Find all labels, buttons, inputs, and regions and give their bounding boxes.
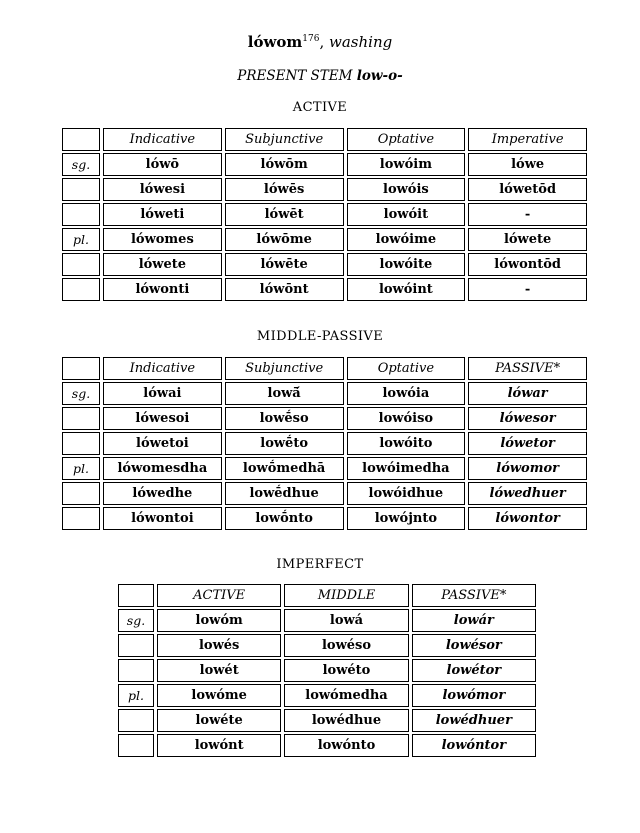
person-number-label [62,482,100,505]
verb-form-cell: lówōnt [225,278,344,301]
verb-form-cell: lowóito [347,432,466,455]
verb-form-cell: lóweti [103,203,222,226]
corner-cell [62,128,100,151]
column-header: Subjunctive [225,357,344,380]
verb-form-cell: lówēs [225,178,344,201]
verb-form-cell: lówesor [468,407,587,430]
verb-form-cell: lówedhuer [468,482,587,505]
person-number-label [118,709,154,732]
table-row [118,734,536,757]
imperfect-conjugation-table [115,582,539,759]
verb-form-cell: lowóis [347,178,466,201]
person-number-label [62,432,100,455]
table-row [62,432,587,455]
table-row [62,278,587,301]
verb-form-cell: lowéte [157,709,281,732]
verb-form-cell: lówetoi [103,432,222,455]
person-number-label: sg. [118,609,154,632]
table-body [118,609,536,757]
verb-form-cell: lówō [103,153,222,176]
table-head [62,357,587,380]
headword: lówom [247,33,303,51]
verb-form-cell: - [468,203,587,226]
verb-form-cell: lowóiso [347,407,466,430]
corner-cell [118,584,154,607]
person-number-label [118,634,154,657]
column-header: Optative [347,357,466,380]
person-number-label [62,203,100,226]
verb-form-cell: lówontoi [103,507,222,530]
table-row [62,203,587,226]
table-row [118,659,536,682]
verb-form-cell: lówōm [225,153,344,176]
title-separator: , [319,33,330,51]
header-row [62,357,587,380]
verb-form-cell: lowéso [284,634,408,657]
section-title-middle-passive: MIDDLE-PASSIVE [256,329,384,344]
table-body [62,382,587,530]
column-header: PASSIVE* [468,357,587,380]
verb-form-cell: lowés [157,634,281,657]
verb-form-cell: lówonti [103,278,222,301]
verb-form-cell: lowésor [412,634,536,657]
stem-label: PRESENT STEM [237,68,357,84]
verb-form-cell: lówomesdha [103,457,222,480]
table-head [62,128,587,151]
table-row [62,382,587,405]
verb-form-cell: lówomes [103,228,222,251]
verb-form-cell: lówontor [468,507,587,530]
middle-passive-conjugation-table [59,355,590,532]
verb-form-cell: lowóidhue [347,482,466,505]
person-number-label [62,178,100,201]
corner-cell [62,357,100,380]
verb-form-cell: lowóint [347,278,466,301]
verb-form-cell: lowóme [157,684,281,707]
person-number-label [62,278,100,301]
verb-form-cell: lowómedha [284,684,408,707]
verb-form-cell: lówesi [103,178,222,201]
person-number-label: sg. [62,153,100,176]
verb-form-cell: lówēte [225,253,344,276]
verb-form-cell: lówetōd [468,178,587,201]
verb-form-cell: lowónto [284,734,408,757]
verb-form-cell: lówete [468,228,587,251]
table-row [118,684,536,707]
table-row [62,457,587,480]
verb-form-cell: lowóite [347,253,466,276]
table-row [118,709,536,732]
verb-form-cell: lowédhuer [412,709,536,732]
verb-form-cell: lowóntor [412,734,536,757]
verb-form-cell: lowéto [284,659,408,682]
verb-form-cell: lowójnto [347,507,466,530]
verb-form-cell: lówai [103,382,222,405]
table-head [118,584,536,607]
verb-form-cell: lowóm [157,609,281,632]
person-number-label [118,659,154,682]
verb-form-cell: lowḗdhue [225,482,344,505]
table-row [118,634,536,657]
column-header: Optative [347,128,466,151]
verb-form-cell: lówete [103,253,222,276]
stem-value: low-o- [356,68,403,84]
section-title-imperfect: IMPERFECT [276,557,364,572]
verb-form-cell: lowóime [347,228,466,251]
table-row [62,153,587,176]
verb-form-cell: lowár [412,609,536,632]
footnote-number: 176 [302,34,320,44]
column-header: PASSIVE* [412,584,536,607]
verb-form-cell: lowóimedha [347,457,466,480]
verb-form-cell: lowṓnto [225,507,344,530]
verb-form-cell: lowá [284,609,408,632]
verb-form-cell: lówetor [468,432,587,455]
verb-form-cell: lowḗso [225,407,344,430]
verb-form-cell: lowétor [412,659,536,682]
verb-form-cell: lowḗto [225,432,344,455]
table-row [62,228,587,251]
table-row [62,407,587,430]
table-row [62,482,587,505]
verb-form-cell: lówontōd [468,253,587,276]
verb-form-cell: - [468,278,587,301]
headword-gloss: washing [329,33,393,51]
person-number-label [62,253,100,276]
person-number-label: pl. [62,228,100,251]
table-row [62,253,587,276]
person-number-label [62,407,100,430]
column-header: Subjunctive [225,128,344,151]
person-number-label: sg. [62,382,100,405]
person-number-label: pl. [118,684,154,707]
verb-form-cell: lówedhe [103,482,222,505]
section-title-active: ACTIVE [292,100,348,115]
table-row [62,178,587,201]
table-body [62,153,587,301]
verb-form-cell: lówomor [468,457,587,480]
column-header: MIDDLE [284,584,408,607]
verb-form-cell: lowómor [412,684,536,707]
verb-form-cell: lowā́ [225,382,344,405]
column-header: ACTIVE [157,584,281,607]
verb-form-cell: lowét [157,659,281,682]
present-stem-heading [0,68,640,84]
active-conjugation-table [59,126,590,303]
person-number-label: pl. [62,457,100,480]
verb-form-cell: lowṓmedhā [225,457,344,480]
header-row [62,128,587,151]
verb-form-cell: lówōme [225,228,344,251]
column-header: Indicative [103,128,222,151]
person-number-label [118,734,154,757]
verb-form-cell: lówar [468,382,587,405]
verb-form-cell: lowédhue [284,709,408,732]
page-title [0,33,640,51]
column-header: Indicative [103,357,222,380]
verb-form-cell: lówesoi [103,407,222,430]
table-row [62,507,587,530]
verb-form-cell: lowóit [347,203,466,226]
verb-form-cell: lowóia [347,382,466,405]
verb-form-cell: lowónt [157,734,281,757]
verb-form-cell: lowóim [347,153,466,176]
person-number-label [62,507,100,530]
verb-form-cell: lówēt [225,203,344,226]
header-row [118,584,536,607]
table-row [118,609,536,632]
column-header: Imperative [468,128,587,151]
verb-form-cell: lówe [468,153,587,176]
